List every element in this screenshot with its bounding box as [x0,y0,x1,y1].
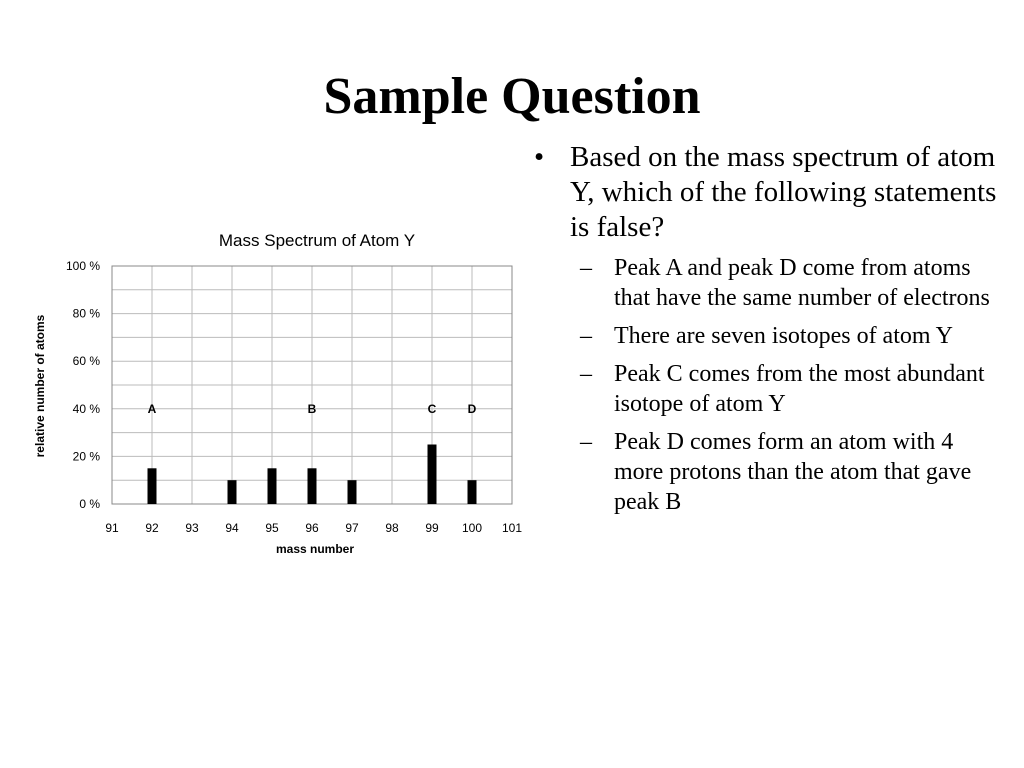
x-tick-label: 99 [425,521,439,535]
chart-svg [0,220,540,570]
answer-option-text: Peak C comes from the most abundant isotope of atom Y [614,361,985,417]
answer-option [530,359,1000,419]
mass-spectrum-chart [0,220,540,570]
x-tick-label: 95 [265,521,279,535]
x-tick-label: 92 [145,521,159,535]
peak-label-b: B [307,401,317,416]
answer-option [530,427,1000,517]
peak-label-c: C [427,401,437,416]
x-tick-label: 94 [225,521,239,535]
bar [228,480,237,504]
peak-label-a: A [147,401,157,416]
chart-axes [66,259,522,535]
question-text: Based on the mass spectrum of atom Y, which of the following statements is false? [570,141,997,243]
x-tick-label: 98 [385,521,399,535]
question-bullets [530,140,1000,525]
x-tick-label: 93 [185,521,199,535]
answer-option [530,253,1000,313]
question-bullet [530,140,1000,245]
x-tick-label: 101 [501,521,523,535]
chart-grid [112,266,512,504]
y-tick-label: 60 % [72,354,100,369]
x-tick-label: 100 [461,521,483,535]
dash-symbol: – [580,255,592,281]
y-tick-label: 0 % [79,497,100,511]
bar [148,468,157,504]
x-tick-label: 91 [105,521,119,535]
answer-option-text: There are seven isotopes of atom Y [614,323,953,349]
answer-option [530,321,1000,351]
bar [348,480,357,504]
bar [468,480,477,504]
y-tick-label: 20 % [72,449,100,464]
bar [308,468,317,504]
bar [428,445,437,505]
x-axis-label: mass number [275,542,355,556]
x-tick-label: 97 [345,521,359,535]
y-tick-label: 40 % [72,401,100,416]
slide-title: Sample Question [323,68,701,125]
answer-option-text: Peak A and peak D come from atoms that have the same number of electrons [614,255,990,311]
dash-symbol: – [580,361,592,387]
peak-label-d: D [467,401,477,416]
answer-options [530,253,1000,517]
x-tick-label: 96 [305,521,319,535]
dash-symbol: – [580,323,592,349]
bar [268,468,277,504]
y-axis-label: relative number of atoms [33,314,47,458]
y-tick-label: 100 % [65,259,100,273]
bullet-symbol: • [534,141,545,173]
answer-option-text: Peak D comes form an atom with 4 more protons than the atom that gave peak B [614,429,972,515]
chart-title: Mass Spectrum of Atom Y [218,231,416,250]
dash-symbol: – [580,429,592,455]
y-tick-label: 80 % [72,306,100,321]
